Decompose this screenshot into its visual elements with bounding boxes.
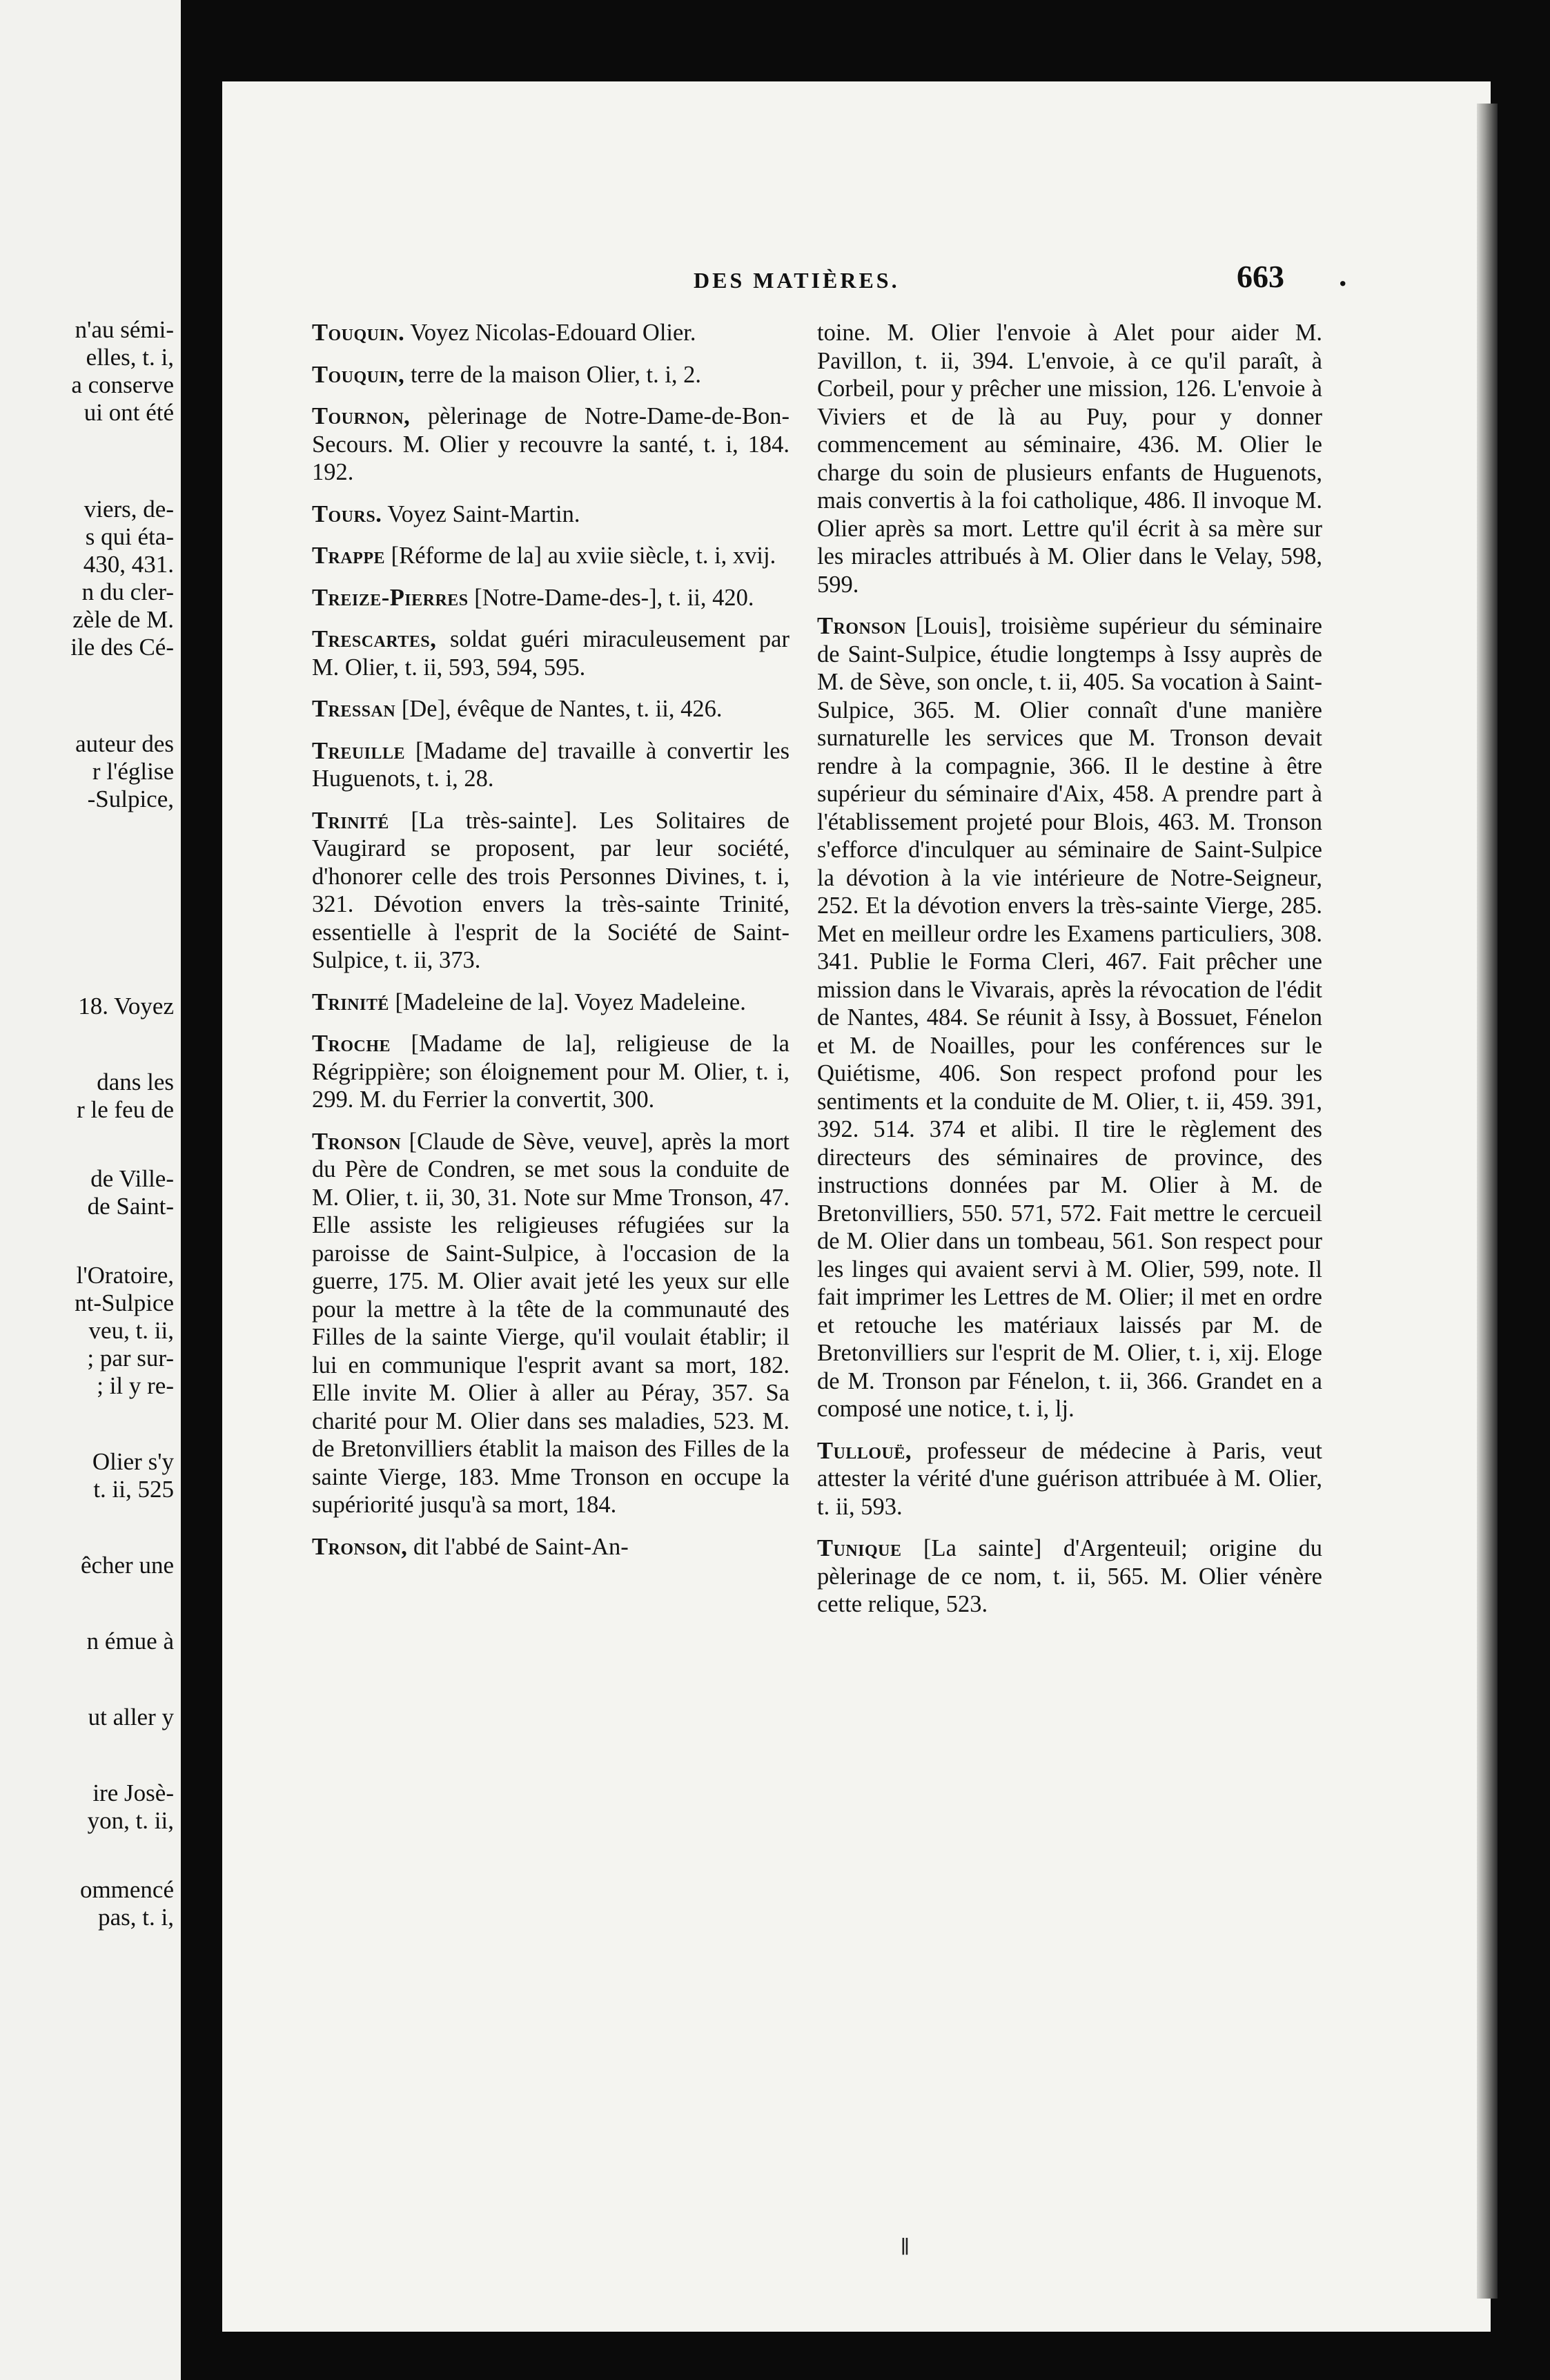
left-page-line: Olier s'y [92, 1448, 174, 1475]
entry-text: [Claude de Sève, veuve], après la mort du Père de Condren, se met sous la conduite de M. Olier, t. ii, 30, 31. Note sur Mme Tronson, 47. Elle assiste les religieuses réfugiées sur la paroisse de Saint-Sulpice, à l'occasion de la guerre, 175. M. Olier avait jeté les yeux sur elle pour la mettre à la tête de la communauté des Filles de la sainte Vierge, qu'il voulait établir; il lui en communique l'esprit avant sa mort, 182. Elle invite M. Olier à aller au Péray, 357. Sa charité pour M. Olier dans ses maladies, 523. M. de Bretonvilliers établit la maison des Filles de la sainte Vierge, 183. Mme Tronson en occupe la supériorité jusqu'à sa mort, 184. [312, 1128, 789, 1518]
entry-headword: Treuille [312, 737, 406, 764]
index-entry [312, 1030, 789, 1114]
entry-text: [La très-sainte]. Les Solitaires de Vaugirard se proposent, par leur société, d'honorer celle des trois Personnes Divines, t. i, 321. Dévotion envers la très-sainte Trinité, essentielle à l'esprit de la Société de Saint-Sulpice, t. ii, 373. [312, 807, 789, 973]
entry-headword: Tournon, [312, 403, 411, 429]
left-page-line: t. ii, 525 [93, 1476, 174, 1503]
index-entry [312, 625, 789, 681]
entry-text: Voyez Saint-Martin. [382, 500, 580, 527]
entry-headword: Trinité [312, 807, 389, 834]
left-page-line: ui ont été [84, 399, 174, 426]
page-number: 663 [1237, 259, 1284, 294]
left-page-line: pas, t. i, [98, 1904, 174, 1931]
entry-text: [Madame de la], religieuse de la Régrippière; son éloignement pour M. Olier, t. i, 299. M. du Ferrier la convertit, 300. [312, 1031, 789, 1113]
running-header: DES MATIÈRES. [694, 268, 900, 293]
left-page-line: ; par sur- [87, 1345, 174, 1372]
left-page-line: r l'église [92, 758, 174, 785]
entry-headword: Trescartes, [312, 626, 437, 652]
left-page-line: ; il y re- [97, 1372, 174, 1399]
left-page-line: auteur des [75, 730, 174, 757]
left-page-line: 18. Voyez [78, 993, 174, 1020]
entry-text: toine. M. Olier l'envoie à Alet pour aider M. Pavillon, t. ii, 394. L'envoie, à ce qu'il paraît, à Corbeil, pour y prêcher une mission, 126. L'envoie à Viviers et de là au Puy, pour y donner commencement au séminaire, 436. M. Olier le charge du soin de plusieurs enfants de Huguenots, mais convertis à la foi catholique, 486. Il invoque M. Olier après sa mort. Lettre qu'il écrit à sa mère sur les miracles attribués à M. Olier dans le Velay, 598, 599. [817, 320, 1322, 598]
left-page-fragment [0, 0, 200, 2380]
index-entry [312, 1533, 789, 1561]
index-entry [312, 807, 789, 975]
index-entry [817, 1534, 1322, 1619]
entry-text: Voyez Nicolas-Edouard Olier. [404, 320, 696, 346]
left-page-line: l'Oratoire, [76, 1262, 174, 1289]
left-page-line: n du cler- [81, 578, 174, 605]
entry-headword: Tronson [312, 1128, 402, 1155]
index-entry [817, 319, 1322, 598]
left-page-line: r le feu de [77, 1096, 174, 1123]
left-page-line: yon, t. ii, [87, 1807, 174, 1834]
entry-text: [La sainte] d'Argenteuil; origine du pèlerinage de ce nom, t. ii, 565. M. Olier vénère cette relique, 523. [817, 1535, 1322, 1617]
entry-text: [De], évêque de Nantes, t. ii, 426. [395, 696, 723, 722]
left-page-line: ommencé [79, 1876, 174, 1903]
index-entry [312, 584, 789, 612]
entry-text: pèlerinage de Notre-Dame-de-Bon-Secours. M. Olier y recouvre la santé, t. i, 184. 192. [312, 403, 789, 485]
left-page-line: n émue à [86, 1628, 174, 1655]
entry-text: [Louis], troisième supérieur du séminaire de Saint-Sulpice, étudie longtemps à Issy auprès de M. de Sève, son oncle, t. ii, 405. Sa vocation à Saint-Sulpice, 365. M. Olier connaît d'une manière surnaturelle les services que M. Tronson devait rendre à la compagnie, 366. Il le destine à être supérieur du séminaire d'Aix, 458. A prendre part à l'établissement projeté pour Blois, 463. M. Tronson s'efforce d'inculquer au séminaire de Saint-Sulpice la dévotion à la vie intérieure de Notre-Seigneur, 252. Et la dévotion envers la très-sainte Vierge, 285. Met en meilleur ordre les Examens particuliers, 308. 341. Publie le Forma Cleri, 467. Fait prêcher une mission dans le Vivarais, après la révocation de l'édit de Nantes, 484. Se réunit à Issy, à Bossuet, Fénelon et M. de Noailles, pour les conférences sur le Quiétisme, 406. Son respect profond pour les sentiments et la conduite de M. Olier, t. ii, 459. 391, 392. 514. 374 et alibi. Il tire le règlement des directeurs des séminaires de province, des instructions données par M. Olier à M. de Bretonvilliers, 550. 571, 572. Fait mettre le cercueil de M. Olier dans un tombeau, 561. Son respect pour les linges qui avaient servi à M. Olier, 599, note. Il fait imprimer les Lettres de M. Olier; il met en ordre et retouche les matériaux laissés par M. de Bretonvilliers sur l'esprit de M. Olier, t. i, xij. Eloge de M. Tronson par Fénelon, t. ii, 366. Grandet en a composé une notice, t. i, lj. [817, 613, 1322, 1422]
left-page-line: ile des Cé- [70, 634, 174, 661]
left-page-line: n'au sémi- [75, 316, 174, 343]
index-entry [312, 988, 789, 1017]
left-page-line: nt-Sulpice [75, 1289, 174, 1316]
entry-headword: Touquin. [312, 320, 405, 346]
index-column-right [817, 319, 1322, 1632]
footer-mark: ǁ [901, 2235, 910, 2256]
page-gutter [181, 0, 200, 2380]
index-column-left [312, 319, 789, 1574]
entry-text: professeur de médecine à Paris, veut attester la vérité d'une guérison attribuée à M. Olier, t. ii, 593. [817, 1437, 1322, 1520]
entry-text: dit l'abbé de Saint-An- [407, 1533, 629, 1560]
left-page-line: viers, de- [84, 496, 174, 523]
index-entry [817, 1437, 1322, 1521]
entry-text: [Madeleine de la]. Voyez Madeleine. [389, 988, 746, 1015]
left-page-line: veu, t. ii, [88, 1317, 174, 1344]
left-page-line: a conserve [71, 371, 174, 398]
entry-headword: Tours. [312, 500, 382, 527]
page-edge-shadow [1477, 104, 1498, 2299]
entry-headword: Troche [312, 1031, 391, 1057]
left-page-line: ire Josè- [92, 1779, 174, 1806]
entry-headword: Treize-Pierres [312, 584, 469, 611]
entry-text: terre de la maison Olier, t. i, 2. [404, 361, 702, 388]
left-page-line: êcher une [80, 1552, 174, 1579]
page-dot: . [1339, 257, 1347, 293]
index-entry [312, 1128, 789, 1519]
left-page-line: s qui éta- [85, 523, 174, 550]
entry-text: [Notre-Dame-des-], t. ii, 420. [468, 584, 754, 611]
index-entry [312, 542, 789, 570]
entry-text: soldat guéri miraculeusement par M. Olier, t. ii, 593, 594, 595. [312, 626, 789, 681]
left-page-line: dans les [97, 1069, 174, 1095]
entry-headword: Tunique [817, 1535, 902, 1561]
left-page-line: zèle de M. [72, 606, 174, 633]
entry-headword: Touquin, [312, 361, 405, 388]
index-entry [817, 612, 1322, 1423]
entry-headword: Tronson [817, 613, 907, 639]
left-page-line: 430, 431. [83, 551, 174, 578]
left-page-line: ut aller y [88, 1704, 174, 1730]
entry-headword: Tronson, [312, 1533, 408, 1560]
entry-headword: Trappe [312, 543, 386, 569]
left-page-line: -Sulpice, [87, 786, 174, 812]
entry-headword: Tressan [312, 696, 396, 722]
entry-text: [Réforme de la] au xviie siècle, t. i, xvij. [385, 543, 776, 569]
entry-text: [Madame de] travaille à convertir les Huguenots, t. i, 28. [312, 737, 789, 792]
index-entry [312, 361, 789, 389]
entry-headword: Tullouë, [817, 1437, 912, 1464]
left-page-line: de Ville- [90, 1165, 174, 1192]
left-page-line: elles, t. i, [86, 344, 174, 371]
left-page-line: de Saint- [87, 1193, 174, 1220]
index-entry [312, 319, 789, 347]
index-entry [312, 695, 789, 723]
index-entry [312, 500, 789, 529]
entry-headword: Trinité [312, 988, 389, 1015]
index-entry [312, 737, 789, 793]
index-entry [312, 402, 789, 487]
